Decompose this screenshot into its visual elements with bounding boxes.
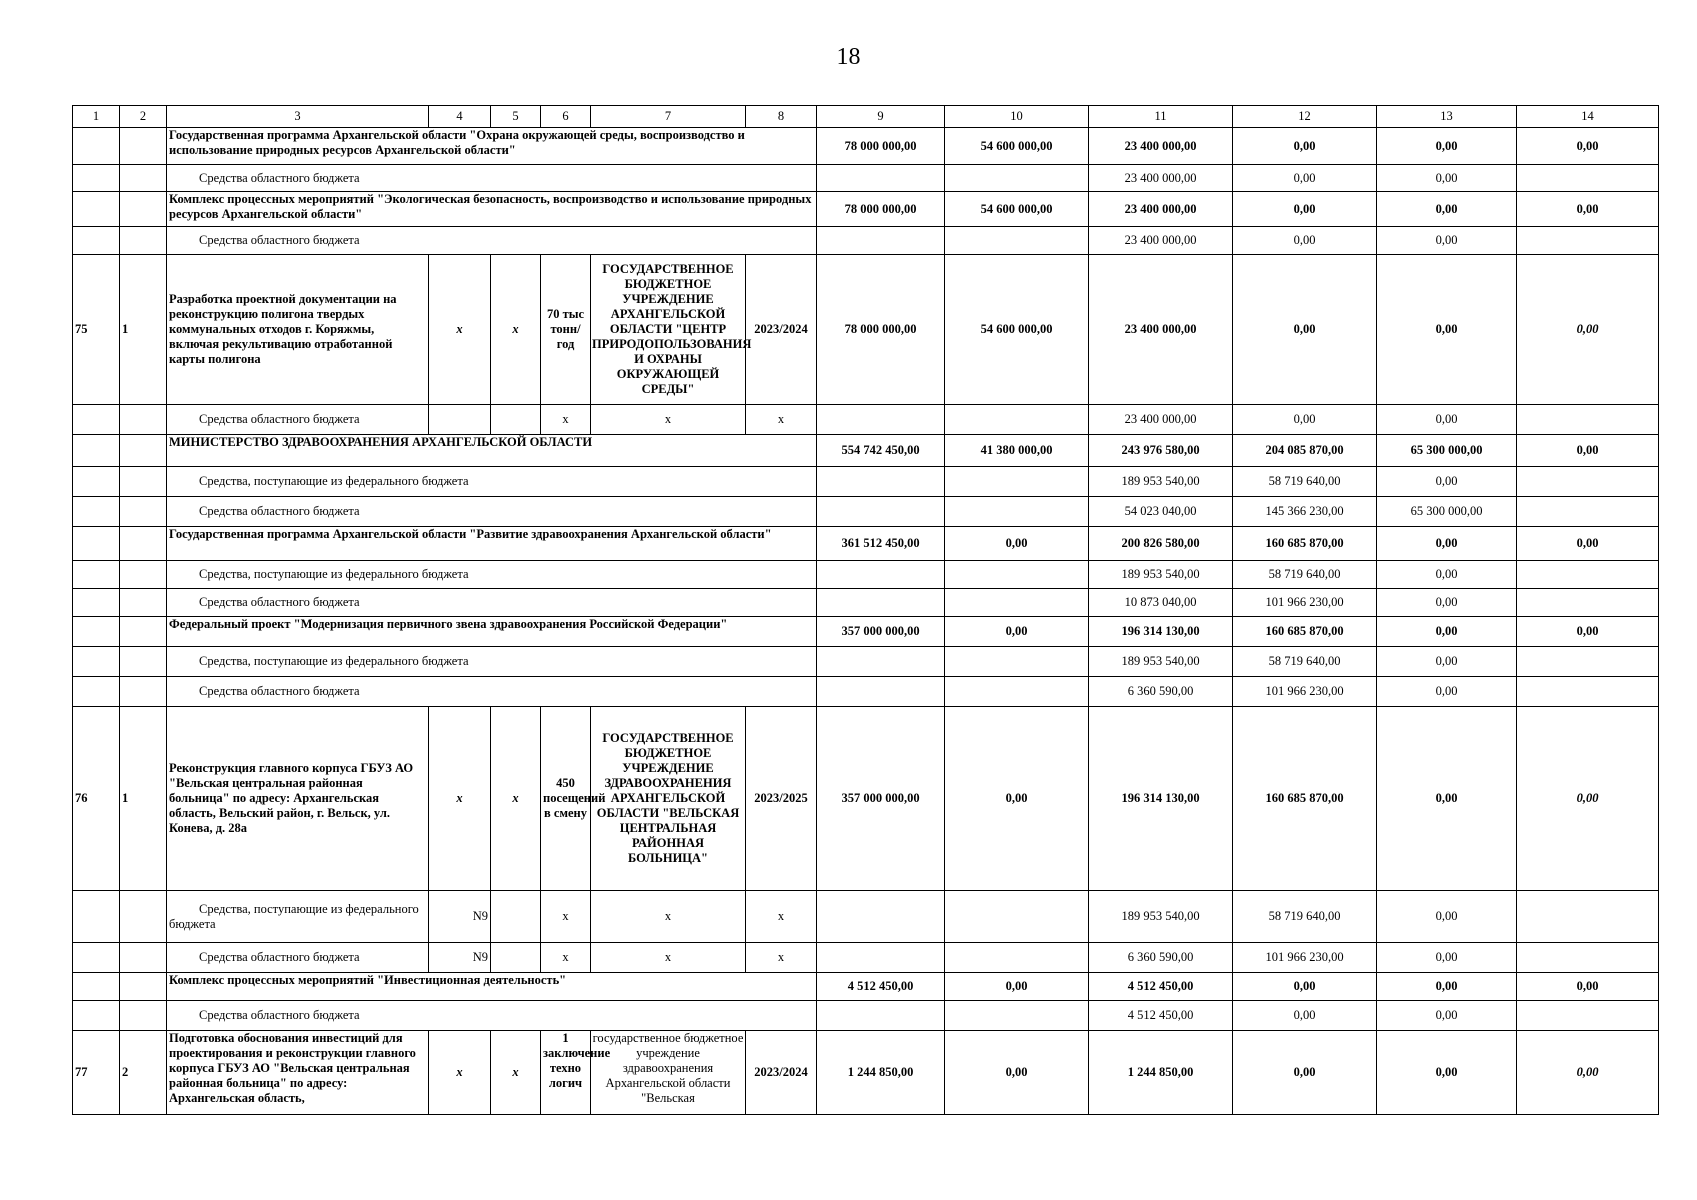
row-subnumber: 1 xyxy=(120,255,167,405)
amount-cell: 0,00 xyxy=(1517,527,1659,561)
amount-cell: 54 600 000,00 xyxy=(945,192,1089,227)
amount-cell: 0,00 xyxy=(1377,405,1517,435)
amount-cell: 160 685 870,00 xyxy=(1233,527,1377,561)
code-cell: N9 xyxy=(429,943,491,973)
amount-cell: 1 244 850,00 xyxy=(817,1031,945,1115)
cell-x: x xyxy=(591,943,746,973)
program-title: Федеральный проект "Модернизация первичного звена здравоохранения Российской Федерации" xyxy=(167,617,817,647)
program-title: Комплекс процессных мероприятий "Инвестиционная деятельность" xyxy=(167,973,817,1001)
amount-cell: 0,00 xyxy=(1517,1031,1659,1115)
amount-cell: 0,00 xyxy=(1517,435,1659,467)
project-name: Подготовка обоснования инвестиций для проектирования и реконструкции главного корпуса ГБУЗ АО "Вельская центральная районная больница" по адресу: Архангельская область, xyxy=(167,1031,429,1115)
table-row xyxy=(73,973,1659,1001)
table-row xyxy=(73,617,1659,647)
table-row xyxy=(73,589,1659,617)
amount-cell: 357 000 000,00 xyxy=(817,707,945,891)
amount-cell: 0,00 xyxy=(1377,589,1517,617)
amount-cell: 0,00 xyxy=(945,707,1089,891)
amount-cell: 101 966 230,00 xyxy=(1233,677,1377,707)
cell-x: x xyxy=(541,943,591,973)
amount-cell: 196 314 130,00 xyxy=(1089,707,1233,891)
funding-source-label: Средства, поступающие из федерального бюджета xyxy=(167,467,817,497)
amount-cell: 23 400 000,00 xyxy=(1089,227,1233,255)
amount-cell: 0,00 xyxy=(1233,1001,1377,1031)
amount-cell: 0,00 xyxy=(945,527,1089,561)
amount-cell: 0,00 xyxy=(1517,128,1659,165)
amount-cell: 0,00 xyxy=(1233,973,1377,1001)
page-number: 18 xyxy=(836,44,861,70)
col-header: 12 xyxy=(1233,106,1377,128)
cell-x: x xyxy=(541,405,591,435)
col-header: 8 xyxy=(746,106,817,128)
amount-cell: 23 400 000,00 xyxy=(1089,255,1233,405)
table-row xyxy=(73,1001,1659,1031)
amount-cell: 0,00 xyxy=(1233,1031,1377,1115)
funding-source-label: Средства областного бюджета xyxy=(167,943,429,973)
amount-cell: 160 685 870,00 xyxy=(1233,617,1377,647)
organization-name: ГОСУДАРСТВЕННОЕ БЮДЖЕТНОЕ УЧРЕЖДЕНИЕ АРХАНГЕЛЬСКОЙ ОБЛАСТИ "ЦЕНТР ПРИРОДОПОЛЬЗОВАНИЯ И ОХРАНЫ ОКРУЖАЮЩЕЙ СРЕДЫ" xyxy=(591,255,746,405)
table-row xyxy=(73,677,1659,707)
amount-cell: 23 400 000,00 xyxy=(1089,128,1233,165)
funding-source-label: Средства областного бюджета xyxy=(167,405,429,435)
column-number-row xyxy=(73,106,1659,128)
table-row xyxy=(73,891,1659,943)
table-row xyxy=(73,1031,1659,1115)
cell-x: x xyxy=(591,891,746,943)
table-row xyxy=(73,647,1659,677)
amount-cell: 0,00 xyxy=(1517,192,1659,227)
table-row xyxy=(73,128,1659,165)
table-row xyxy=(73,255,1659,405)
cell-x: x xyxy=(429,255,491,405)
funding-source-label: Средства областного бюджета xyxy=(167,677,817,707)
amount-cell: 0,00 xyxy=(1377,891,1517,943)
amount-cell: 58 719 640,00 xyxy=(1233,467,1377,497)
col-header: 5 xyxy=(491,106,541,128)
col-header: 9 xyxy=(817,106,945,128)
amount-cell: 1 244 850,00 xyxy=(1089,1031,1233,1115)
amount-cell: 6 360 590,00 xyxy=(1089,677,1233,707)
amount-cell: 0,00 xyxy=(1377,943,1517,973)
cell-x: x xyxy=(746,405,817,435)
amount-cell: 361 512 450,00 xyxy=(817,527,945,561)
amount-cell: 0,00 xyxy=(1517,255,1659,405)
amount-cell: 4 512 450,00 xyxy=(1089,973,1233,1001)
amount-cell: 54 600 000,00 xyxy=(945,128,1089,165)
amount-cell: 58 719 640,00 xyxy=(1233,561,1377,589)
amount-cell: 0,00 xyxy=(1377,467,1517,497)
amount-cell: 0,00 xyxy=(1377,527,1517,561)
amount-cell: 189 953 540,00 xyxy=(1089,467,1233,497)
funding-source-label: Средства областного бюджета xyxy=(167,227,817,255)
amount-cell: 0,00 xyxy=(945,1031,1089,1115)
table-row xyxy=(73,227,1659,255)
amount-cell: 78 000 000,00 xyxy=(817,255,945,405)
amount-cell: 189 953 540,00 xyxy=(1089,561,1233,589)
amount-cell: 189 953 540,00 xyxy=(1089,891,1233,943)
amount-cell: 0,00 xyxy=(1517,973,1659,1001)
amount-cell: 0,00 xyxy=(1233,192,1377,227)
cell-x: x xyxy=(541,891,591,943)
col-header: 4 xyxy=(429,106,491,128)
amount-cell: 0,00 xyxy=(1377,255,1517,405)
funding-source-label: Средства областного бюджета xyxy=(167,1001,817,1031)
amount-cell: 243 976 580,00 xyxy=(1089,435,1233,467)
cell-x: x xyxy=(429,707,491,891)
amount-cell: 23 400 000,00 xyxy=(1089,192,1233,227)
amount-cell: 58 719 640,00 xyxy=(1233,891,1377,943)
table-row xyxy=(73,405,1659,435)
amount-cell: 23 400 000,00 xyxy=(1089,165,1233,192)
amount-cell: 23 400 000,00 xyxy=(1089,405,1233,435)
row-number: 75 xyxy=(73,255,120,405)
amount-cell: 54 023 040,00 xyxy=(1089,497,1233,527)
amount-cell: 0,00 xyxy=(1377,192,1517,227)
amount-cell: 6 360 590,00 xyxy=(1089,943,1233,973)
amount-cell: 0,00 xyxy=(945,973,1089,1001)
amount-cell: 41 380 000,00 xyxy=(945,435,1089,467)
cell-x: x xyxy=(491,255,541,405)
col-header: 11 xyxy=(1089,106,1233,128)
funding-source-label: Средства, поступающие из федерального бюджета xyxy=(167,891,429,943)
amount-cell: 0,00 xyxy=(1377,128,1517,165)
code-cell: N9 xyxy=(429,891,491,943)
cell-x: x xyxy=(746,891,817,943)
amount-cell: 160 685 870,00 xyxy=(1233,707,1377,891)
table-row xyxy=(73,561,1659,589)
amount-cell: 554 742 450,00 xyxy=(817,435,945,467)
amount-cell: 0,00 xyxy=(1377,165,1517,192)
amount-cell: 78 000 000,00 xyxy=(817,128,945,165)
capacity-cell: 70 тыс тонн/год xyxy=(541,255,591,405)
cell-x: x xyxy=(491,707,541,891)
capacity-cell: 450 посещений в смену xyxy=(541,707,591,891)
project-name: Реконструкция главного корпуса ГБУЗ АО "Вельская центральная районная больница" по адресу: Архангельская область, Вельский район, г. Вельск, ул. Конева, д. 28а xyxy=(167,707,429,891)
funding-source-label: Средства, поступающие из федерального бюджета xyxy=(167,561,817,589)
table-row xyxy=(73,943,1659,973)
amount-cell: 0,00 xyxy=(1233,227,1377,255)
amount-cell: 0,00 xyxy=(1517,707,1659,891)
cell-x: x xyxy=(491,1031,541,1115)
funding-source-label: Средства, поступающие из федерального бюджета xyxy=(167,647,817,677)
amount-cell: 189 953 540,00 xyxy=(1089,647,1233,677)
col-header: 7 xyxy=(591,106,746,128)
cell-x: x xyxy=(591,405,746,435)
amount-cell: 200 826 580,00 xyxy=(1089,527,1233,561)
col-header: 10 xyxy=(945,106,1089,128)
amount-cell: 0,00 xyxy=(1233,405,1377,435)
row-subnumber: 1 xyxy=(120,707,167,891)
cell-x: x xyxy=(429,1031,491,1115)
program-title: Государственная программа Архангельской области "Охрана окружающей среды, воспроизводство и использование природных ресурсов Архангельской области" xyxy=(167,128,817,165)
amount-cell: 357 000 000,00 xyxy=(817,617,945,647)
amount-cell: 0,00 xyxy=(945,617,1089,647)
amount-cell: 54 600 000,00 xyxy=(945,255,1089,405)
amount-cell: 0,00 xyxy=(1377,647,1517,677)
period-cell: 2023/2024 xyxy=(746,1031,817,1115)
amount-cell: 145 366 230,00 xyxy=(1233,497,1377,527)
budget-table xyxy=(72,105,1659,1115)
amount-cell: 0,00 xyxy=(1377,973,1517,1001)
funding-source-label: Средства областного бюджета xyxy=(167,589,817,617)
table-row xyxy=(73,707,1659,891)
table-row xyxy=(73,165,1659,192)
amount-cell: 0,00 xyxy=(1377,1031,1517,1115)
amount-cell: 65 300 000,00 xyxy=(1377,435,1517,467)
program-title: Комплекс процессных мероприятий "Экологическая безопасность, воспроизводство и использование природных ресурсов Архангельской области" xyxy=(167,192,817,227)
table-row xyxy=(73,192,1659,227)
amount-cell: 0,00 xyxy=(1377,561,1517,589)
row-number: 77 xyxy=(73,1031,120,1115)
amount-cell: 101 966 230,00 xyxy=(1233,589,1377,617)
table-row xyxy=(73,435,1659,467)
amount-cell: 0,00 xyxy=(1517,617,1659,647)
col-header: 3 xyxy=(167,106,429,128)
amount-cell: 4 512 450,00 xyxy=(1089,1001,1233,1031)
amount-cell: 0,00 xyxy=(1377,677,1517,707)
ministry-title: МИНИСТЕРСТВО ЗДРАВООХРАНЕНИЯ АРХАНГЕЛЬСКОЙ ОБЛАСТИ xyxy=(167,435,817,467)
organization-name: ГОСУДАРСТВЕННОЕ БЮДЖЕТНОЕ УЧРЕЖДЕНИЕ ЗДРАВООХРАНЕНИЯ АРХАНГЕЛЬСКОЙ ОБЛАСТИ "ВЕЛЬСКАЯ ЦЕНТРАЛЬНАЯ РАЙОННАЯ БОЛЬНИЦА" xyxy=(591,707,746,891)
amount-cell: 0,00 xyxy=(1377,1001,1517,1031)
funding-source-label: Средства областного бюджета xyxy=(167,165,817,192)
organization-name: государственное бюджетное учреждение здравоохранения Архангельской области "Вельская xyxy=(591,1031,746,1115)
table-row xyxy=(73,497,1659,527)
table-row xyxy=(73,467,1659,497)
period-cell: 2023/2025 xyxy=(746,707,817,891)
col-header: 14 xyxy=(1517,106,1659,128)
amount-cell: 0,00 xyxy=(1377,617,1517,647)
amount-cell: 101 966 230,00 xyxy=(1233,943,1377,973)
cell-x: x xyxy=(746,943,817,973)
col-header: 13 xyxy=(1377,106,1517,128)
col-header: 2 xyxy=(120,106,167,128)
amount-cell: 196 314 130,00 xyxy=(1089,617,1233,647)
period-cell: 2023/2024 xyxy=(746,255,817,405)
amount-cell: 58 719 640,00 xyxy=(1233,647,1377,677)
col-header: 6 xyxy=(541,106,591,128)
amount-cell: 0,00 xyxy=(1233,165,1377,192)
amount-cell: 65 300 000,00 xyxy=(1377,497,1517,527)
amount-cell: 10 873 040,00 xyxy=(1089,589,1233,617)
amount-cell: 204 085 870,00 xyxy=(1233,435,1377,467)
amount-cell: 0,00 xyxy=(1377,707,1517,891)
row-subnumber: 2 xyxy=(120,1031,167,1115)
amount-cell: 0,00 xyxy=(1233,255,1377,405)
amount-cell: 0,00 xyxy=(1377,227,1517,255)
row-number: 76 xyxy=(73,707,120,891)
table-row xyxy=(73,527,1659,561)
amount-cell: 4 512 450,00 xyxy=(817,973,945,1001)
funding-source-label: Средства областного бюджета xyxy=(167,497,817,527)
col-header: 1 xyxy=(73,106,120,128)
amount-cell: 0,00 xyxy=(1233,128,1377,165)
program-title: Государственная программа Архангельской области "Развитие здравоохранения Архангельской области" xyxy=(167,527,817,561)
capacity-cell: 1 заключение техно логич xyxy=(541,1031,591,1115)
project-name: Разработка проектной документации на реконструкцию полигона твердых коммунальных отходов г. Коряжмы, включая рекультивацию отработанной карты полигона xyxy=(167,255,429,405)
amount-cell: 78 000 000,00 xyxy=(817,192,945,227)
